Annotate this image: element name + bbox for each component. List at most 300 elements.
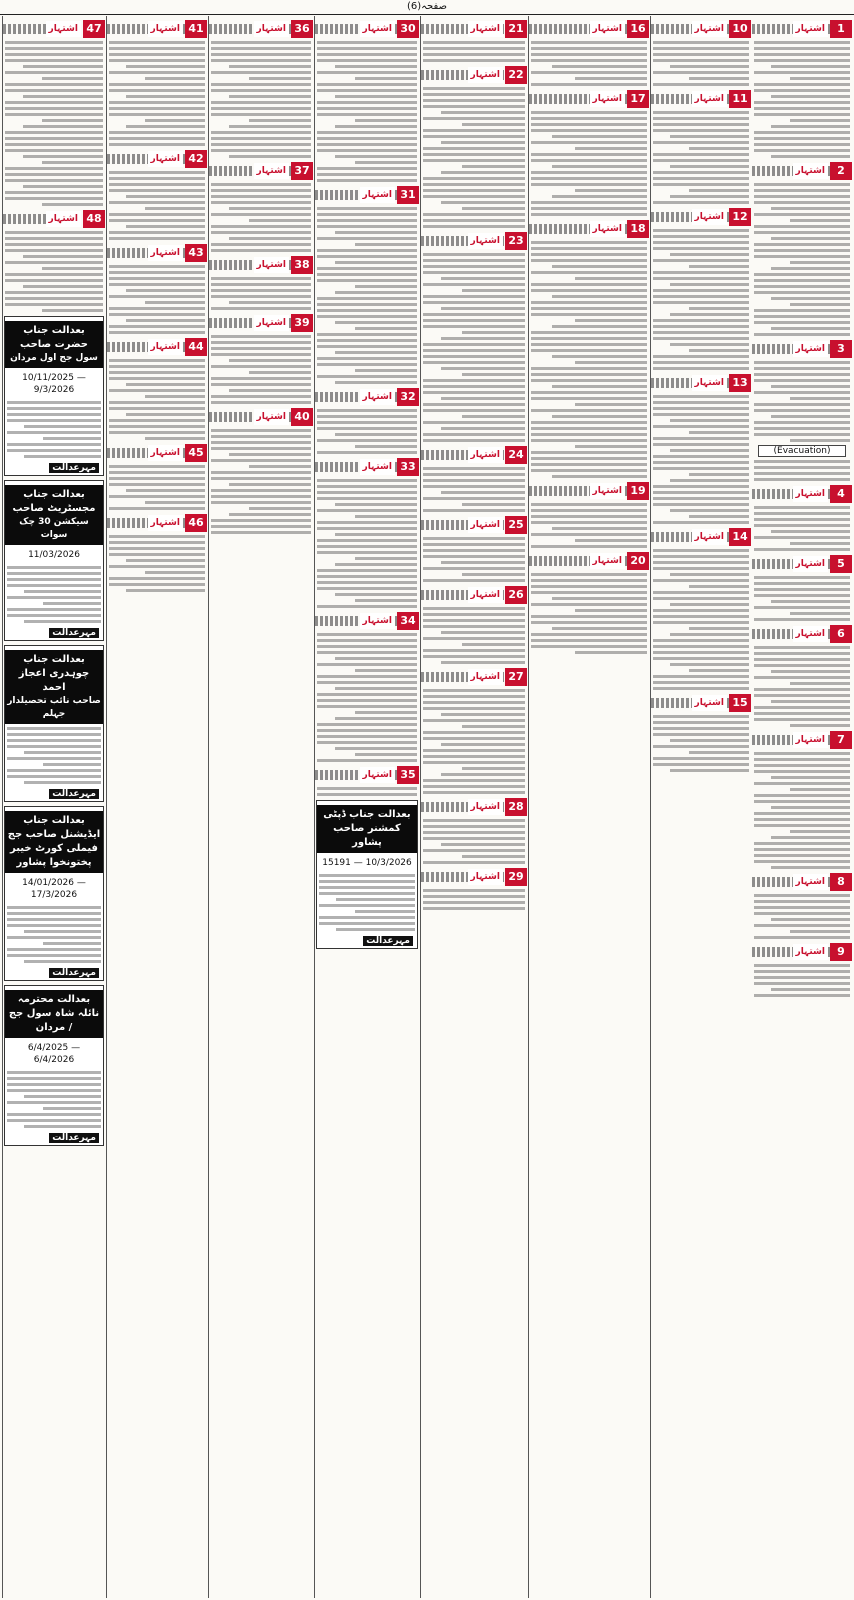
text-line (229, 95, 311, 98)
text-line (249, 371, 311, 374)
text-line (317, 651, 417, 654)
text-line (771, 530, 850, 533)
text-line (229, 389, 311, 392)
text-line (42, 309, 103, 312)
text-line (670, 633, 749, 636)
text-line (423, 105, 525, 108)
court-title: بعدالت جناب حضرت صاحب (19, 325, 89, 350)
text-lines (315, 633, 419, 762)
text-line (754, 694, 850, 697)
text-line (441, 277, 525, 280)
text-lines (315, 207, 419, 384)
text-line (689, 515, 749, 518)
text-line (531, 213, 647, 216)
text-line (109, 183, 205, 186)
text-line (790, 930, 850, 933)
text-lines (529, 41, 649, 86)
text-line (653, 681, 749, 684)
text-line (754, 460, 850, 463)
text-line (211, 441, 311, 444)
court-notice-header (5, 650, 103, 724)
text-line (5, 173, 103, 176)
text-line (335, 95, 417, 98)
item-number-badge: 34 (397, 612, 419, 630)
item-number-badge: 7 (830, 731, 852, 749)
text-lines (5, 727, 103, 784)
text-lines (752, 752, 852, 869)
text-line (423, 153, 525, 156)
court-title: بعدالت جناب چوہدری اعجاز احمد (18, 654, 90, 693)
text-line (5, 297, 103, 300)
text-line (317, 587, 417, 590)
text-line (24, 1095, 101, 1098)
text-line (653, 183, 749, 186)
item-number-badge: 46 (185, 514, 207, 532)
text-line (317, 255, 417, 258)
text-line (790, 303, 850, 306)
item-header (651, 20, 751, 38)
text-line (109, 307, 205, 310)
text-line (317, 71, 417, 74)
text-line (211, 41, 311, 44)
text-line (423, 129, 525, 132)
text-line (670, 509, 749, 512)
text-line (754, 101, 850, 104)
text-line (109, 547, 205, 550)
text-line (754, 427, 850, 430)
text-line (423, 607, 525, 610)
text-line (423, 849, 525, 852)
item-tag: اشتہار (793, 944, 828, 960)
text-line (754, 718, 850, 721)
text-line (552, 527, 647, 530)
text-line (423, 361, 525, 364)
text-lines (209, 183, 313, 252)
text-line (43, 437, 101, 440)
text-line (109, 219, 205, 222)
text-lines (752, 183, 852, 336)
text-line (5, 191, 103, 194)
item-number-badge: 38 (291, 256, 313, 274)
text-line (109, 331, 205, 334)
text-line (7, 401, 101, 404)
text-line (670, 739, 749, 742)
text-line (109, 425, 205, 428)
text-line (531, 343, 647, 346)
text-line (317, 345, 417, 348)
text-line (7, 566, 101, 569)
item-header (3, 210, 105, 228)
text-line (441, 843, 525, 846)
text-line (771, 297, 850, 300)
text-line (249, 77, 311, 80)
item-header (107, 514, 207, 532)
text-line (211, 525, 311, 528)
text-line (754, 964, 850, 967)
text-line (531, 253, 647, 256)
text-line (441, 141, 525, 144)
text-line (790, 612, 850, 615)
item-header (209, 20, 313, 38)
text-line (42, 119, 103, 122)
item-number-badge: 29 (505, 868, 527, 886)
text-line (5, 179, 103, 182)
text-line (355, 369, 417, 372)
text-lines (752, 506, 852, 551)
text-line (211, 71, 311, 74)
item-tag: اشتہار (148, 151, 183, 167)
text-line (355, 669, 417, 672)
text-line (531, 177, 647, 180)
text-line (355, 327, 417, 330)
text-line (754, 137, 850, 140)
text-line (317, 427, 417, 430)
evacuation-note: (Evacuation) (758, 445, 846, 457)
item-number-badge: 8 (830, 873, 852, 891)
text-line (754, 195, 850, 198)
text-line (423, 409, 525, 412)
text-lines (209, 429, 313, 534)
text-line (335, 321, 417, 324)
text-lines (421, 819, 527, 864)
text-line (317, 219, 417, 222)
text-line (7, 745, 101, 748)
court-title: بعدالت محترمہ نائلہ شاہ سول جج / مردان (8, 994, 100, 1033)
text-line (423, 831, 525, 834)
text-line (653, 461, 749, 464)
text-line (211, 249, 311, 252)
text-line (653, 319, 749, 322)
text-line (109, 271, 205, 274)
text-line (653, 485, 749, 488)
text-lines (421, 467, 527, 512)
item-number-badge: 31 (397, 186, 419, 204)
text-line (531, 183, 647, 186)
item-header (421, 868, 527, 886)
item-header (107, 150, 207, 168)
text-line (211, 501, 311, 504)
text-line (441, 111, 525, 114)
text-line (423, 895, 525, 898)
text-line (317, 491, 417, 494)
text-line (317, 633, 417, 636)
text-line (531, 337, 647, 340)
text-line (754, 994, 850, 997)
text-line (754, 149, 850, 152)
text-line (552, 627, 647, 630)
text-line (423, 737, 525, 740)
item-tag: اشتہار (254, 21, 289, 37)
text-line (531, 123, 647, 126)
text-line (575, 319, 647, 322)
text-line (423, 379, 525, 382)
text-line (689, 349, 749, 352)
text-line (229, 65, 311, 68)
text-line (317, 279, 417, 282)
text-line (531, 153, 647, 156)
text-line (754, 652, 850, 655)
text-line (531, 53, 647, 56)
text-line (126, 125, 205, 128)
text-line (441, 201, 525, 204)
text-line (771, 776, 850, 779)
item-number-badge: 11 (729, 90, 751, 108)
item-header (3, 20, 105, 38)
item-header (752, 340, 852, 358)
text-line (531, 421, 647, 424)
item-header (529, 90, 649, 108)
text-line (317, 485, 417, 488)
text-line (653, 567, 749, 570)
text-line (531, 621, 647, 624)
text-line (462, 725, 525, 728)
text-line (653, 171, 749, 174)
text-line (229, 125, 311, 128)
text-line (423, 421, 525, 424)
text-line (423, 147, 525, 150)
text-line (423, 271, 525, 274)
text-lines (421, 607, 527, 664)
text-line (211, 113, 311, 116)
item-number-badge: 19 (627, 482, 649, 500)
text-line (109, 283, 205, 286)
text-line (670, 419, 749, 422)
text-line (319, 892, 415, 895)
text-line (653, 177, 749, 180)
text-line (790, 682, 850, 685)
text-line (317, 699, 417, 702)
text-line (653, 271, 749, 274)
item-header (107, 444, 207, 462)
text-line (575, 361, 647, 364)
column-7 (106, 16, 207, 1598)
text-line (423, 391, 525, 394)
item-number-badge: 23 (505, 232, 527, 250)
text-line (335, 125, 417, 128)
text-line (531, 159, 647, 162)
item-header (315, 458, 419, 476)
text-line (754, 794, 850, 797)
text-line (24, 1125, 101, 1128)
text-line (754, 89, 850, 92)
text-lines (752, 894, 852, 939)
text-line (317, 113, 417, 116)
text-line (211, 289, 311, 292)
text-lines (317, 874, 417, 931)
text-line (754, 900, 850, 903)
text-line (462, 123, 525, 126)
text-line (211, 295, 311, 298)
text-lines (3, 231, 105, 312)
item-header (209, 162, 313, 180)
text-line (42, 203, 103, 206)
text-line (754, 782, 850, 785)
text-line (5, 303, 103, 306)
text-line (531, 603, 647, 606)
text-line (7, 419, 101, 422)
court-title: بعدالت جناب مجسٹریٹ صاحب (12, 489, 96, 514)
text-line (754, 770, 850, 773)
item-tag: اشتہار (148, 515, 183, 531)
text-line (319, 916, 415, 919)
text-line (7, 431, 101, 434)
text-lines (752, 41, 852, 158)
text-line (317, 645, 417, 648)
text-line (109, 471, 205, 474)
text-line (5, 107, 103, 110)
text-lines (421, 87, 527, 228)
text-line (653, 367, 749, 370)
text-line (43, 763, 101, 766)
text-line (754, 83, 850, 86)
text-line (790, 77, 850, 80)
text-line (653, 325, 749, 328)
text-line (754, 658, 850, 661)
text-line (109, 47, 205, 50)
text-line (23, 285, 103, 288)
item-tag: اشتہار (468, 233, 503, 249)
text-line (42, 161, 103, 164)
text-line (211, 47, 311, 50)
text-line (145, 395, 205, 398)
text-line (552, 385, 647, 388)
text-line (7, 1119, 101, 1122)
text-line (653, 355, 749, 358)
text-line (531, 503, 647, 506)
item-tag: اشتہار (360, 459, 395, 475)
item-header (315, 766, 419, 784)
text-line (689, 189, 749, 192)
text-line (423, 861, 525, 864)
text-line (754, 824, 850, 827)
text-line (5, 131, 103, 134)
court-title: بعدالت جناب ڈپٹی کمشنر صاحب پشاور (323, 809, 411, 848)
text-line (7, 1077, 101, 1080)
text-line (7, 775, 101, 778)
item-number-badge: 16 (627, 20, 649, 38)
text-line (211, 495, 311, 498)
item-number-badge: 24 (505, 446, 527, 464)
text-line (670, 769, 749, 772)
text-line (462, 207, 525, 210)
column-3 (528, 16, 649, 1598)
text-line (670, 253, 749, 256)
text-lines (209, 277, 313, 310)
text-line (5, 47, 103, 50)
text-line (423, 701, 525, 704)
item-number-badge: 28 (505, 798, 527, 816)
item-header (529, 552, 649, 570)
text-line (423, 479, 525, 482)
text-line (790, 830, 850, 833)
text-line (229, 237, 311, 240)
item-header (752, 162, 852, 180)
text-line (126, 289, 205, 292)
text-line (229, 207, 311, 210)
text-line (771, 415, 850, 418)
text-line (5, 231, 103, 234)
court-notice (4, 645, 104, 802)
text-line (754, 291, 850, 294)
text-line (126, 489, 205, 492)
text-line (317, 207, 417, 210)
court-subtitle: صاحب نائب تحصیلدار جہلم (7, 696, 101, 719)
text-line (211, 519, 311, 522)
text-lines (421, 889, 527, 910)
text-line (211, 307, 311, 310)
text-line (5, 53, 103, 56)
text-line (531, 469, 647, 472)
text-line (771, 700, 850, 703)
text-line (653, 59, 749, 62)
text-lines (107, 535, 207, 592)
text-line (441, 337, 525, 340)
text-line (249, 119, 311, 122)
text-line (355, 119, 417, 122)
text-line (689, 473, 749, 476)
text-line (109, 213, 205, 216)
text-line (790, 439, 850, 442)
text-line (754, 255, 850, 258)
text-line (317, 249, 417, 252)
text-line (653, 491, 749, 494)
text-line (531, 259, 647, 262)
text-line (109, 507, 205, 510)
court-seal-row (5, 626, 103, 640)
text-line (423, 259, 525, 262)
text-line (355, 711, 417, 714)
item-tag: اشتہار (468, 669, 503, 685)
text-line (754, 582, 850, 585)
text-line (317, 59, 417, 62)
text-line (771, 267, 850, 270)
text-line (531, 331, 647, 334)
text-line (317, 793, 417, 796)
item-tag: اشتہار (590, 553, 625, 569)
text-line (5, 243, 103, 246)
text-line (441, 491, 525, 494)
text-line (423, 159, 525, 162)
text-line (317, 375, 417, 378)
text-line (317, 639, 417, 642)
text-line (754, 433, 850, 436)
court-seal-row (5, 966, 103, 980)
text-line (211, 277, 311, 280)
text-line (653, 745, 749, 748)
text-line (423, 313, 525, 316)
text-line (211, 83, 311, 86)
text-line (5, 279, 103, 282)
text-line (754, 512, 850, 515)
text-line (317, 741, 417, 744)
text-line (441, 743, 525, 746)
text-line (653, 277, 749, 280)
text-line (771, 385, 850, 388)
text-line (211, 243, 311, 246)
text-lines (315, 787, 419, 796)
text-line (109, 107, 205, 110)
text-line (109, 389, 205, 392)
item-header (651, 528, 751, 546)
text-line (317, 539, 417, 542)
text-line (653, 129, 749, 132)
text-line (754, 249, 850, 252)
text-line (423, 177, 525, 180)
text-line (335, 593, 417, 596)
text-line (531, 633, 647, 636)
text-line (109, 431, 205, 434)
text-line (317, 131, 417, 134)
